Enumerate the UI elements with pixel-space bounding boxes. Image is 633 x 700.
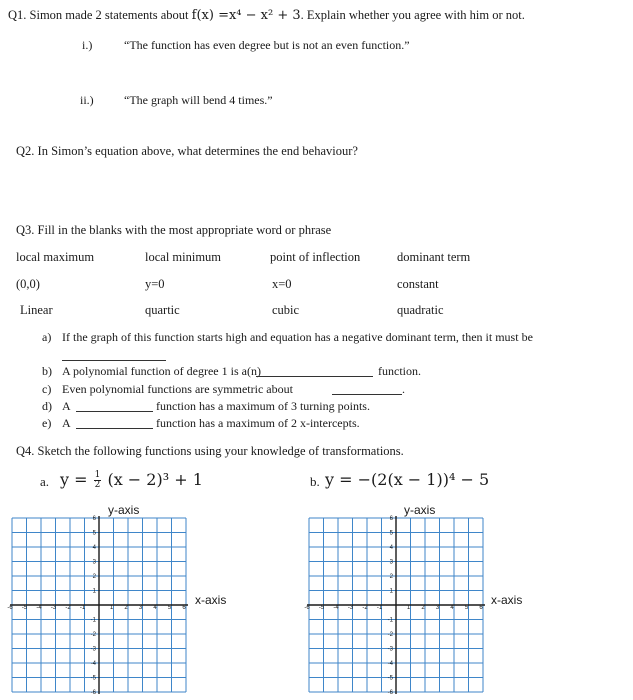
q4-title: Q4. Sketch the following functions using your knowledge of transformations.: [16, 444, 404, 458]
graph-b-x-tick-label: 6: [479, 605, 483, 611]
graph-a-x-tick-label: 6: [182, 605, 186, 611]
graph-a-y-tick-label: 2: [92, 574, 96, 580]
graph-a-x-tick-label: 3: [138, 605, 143, 611]
q4-a-frac-den: 2: [94, 480, 101, 490]
graph-a-y-tick-label: 5: [92, 530, 96, 537]
graph-a-x-tick-label: -3: [50, 605, 57, 611]
word-bank-r1c0: (0,0): [16, 277, 40, 291]
q1-item-1-number: i.): [82, 38, 93, 52]
graph-b-y-tick-label: 1: [389, 588, 393, 595]
q3-part-b-post: function.: [378, 364, 421, 378]
graph-b-y-tick-label: -6: [387, 690, 393, 696]
word-bank-r2c2: cubic: [272, 303, 300, 317]
graph-b-x-tick-label: -6: [304, 605, 310, 611]
q4-b-label: b.: [310, 474, 320, 489]
q4-a-frac-num: 1: [94, 470, 101, 480]
graph-a-x-tick-label: -4: [36, 605, 42, 611]
q3-part-b-blank[interactable]: [256, 376, 373, 377]
graph-b-x-tick-label: -3: [347, 605, 354, 611]
graph-b-y-tick-label: 2: [389, 574, 393, 580]
q3-part-a-blank[interactable]: [62, 360, 166, 361]
word-bank-r0c1: local minimum: [145, 250, 222, 264]
graph-b-y-tick-label: -3: [387, 646, 393, 653]
q1-outro: . Explain whether you agree with him or not.: [300, 8, 525, 22]
graph-a-y-tick-label: 3: [92, 559, 96, 566]
graph-a-y-tick-label: -6: [90, 690, 96, 696]
q3-part-b-pre: A polynomial function of degree 1 is a(n): [62, 364, 261, 378]
graph-a-x-tick-label: -1: [79, 605, 86, 611]
q3-part-c-pre: Even polynomial functions are symmetric about: [62, 382, 293, 396]
graph-b-y-tick-label: -2: [387, 632, 393, 638]
q1-item-2-number: ii.): [80, 93, 94, 107]
q3-part-b-label: b): [42, 364, 52, 378]
graph-b-grid[interactable]: [305, 516, 491, 694]
q4-a-equation: [60, 470, 203, 490]
graph-a-y-tick-label: -3: [90, 646, 96, 653]
graph-b-y-axis-label: y-axis: [404, 503, 436, 517]
word-bank-r2c1: quartic: [145, 303, 180, 317]
q2-prompt: Q2. In Simon’s equation above, what determines the end behaviour?: [16, 144, 358, 158]
graph-a-y-axis-label: y-axis: [108, 503, 140, 517]
graph-b-y-tick-label: 6: [389, 516, 393, 522]
q1-prompt: [8, 8, 525, 23]
graph-b-y-tick-label: 4: [389, 545, 393, 551]
q1-function: f(x) =x⁴ − x² + 3: [191, 8, 301, 23]
graph-a-x-tick-label: -5: [21, 605, 28, 611]
graph-b-y-tick-label: 3: [389, 559, 393, 566]
word-bank-r2c3: quadratic: [397, 303, 444, 317]
q3-part-c-post: .: [402, 382, 405, 396]
graph-a-x-axis-label: x-axis: [195, 593, 227, 607]
graph-b-x-tick-label: -4: [333, 605, 339, 611]
word-bank-r1c2: x=0: [272, 277, 292, 291]
graph-a-x-tick-label: 5: [167, 605, 172, 611]
graph-a-y-tick-label: -2: [90, 632, 96, 638]
q1-item-1-text: “The function has even degree but is not an even function.”: [124, 38, 410, 52]
graph-b-x-axis-label: x-axis: [491, 593, 523, 607]
word-bank-r0c3: dominant term: [397, 250, 471, 264]
graph-a-y-tick-label: -4: [90, 661, 96, 667]
graph-b-x-tick-label: 3: [435, 605, 440, 611]
q4-b-equation: y = −(2(x − 1))⁴ − 5: [325, 470, 490, 489]
q3-part-c-label: c): [42, 382, 52, 396]
q3-part-e-label: e): [42, 416, 52, 430]
graph-a-x-tick-label: 2: [124, 605, 128, 611]
word-bank-r0c0: local maximum: [16, 250, 95, 264]
word-bank-r0c2: point of inflection: [270, 250, 361, 264]
graph-b-x-tick-label: -1: [376, 605, 383, 611]
graph-a-y-tick-label: -5: [90, 675, 96, 682]
q4-a-fraction: [94, 471, 102, 490]
graph-a-x-tick-label: -2: [65, 605, 71, 611]
graph-a-x-tick-label: -6: [7, 605, 13, 611]
q3-part-a-label: a): [42, 330, 52, 344]
graph-b-x-tick-label: -2: [362, 605, 368, 611]
q3-part-e-blank[interactable]: [76, 428, 153, 429]
graph-a-y-tick-label: 6: [92, 516, 96, 522]
q4-a-lhs: y =: [60, 470, 88, 489]
q3-part-a-text: If the graph of this function starts high and equation has a negative dominant term, then it must be: [62, 330, 533, 344]
q3-part-d-post: function has a maximum of 3 turning points.: [156, 399, 370, 413]
q3-part-d-label: d): [42, 399, 52, 413]
q1-intro: Q1. Simon made 2 statements about: [8, 8, 189, 22]
q3-part-d-blank[interactable]: [76, 411, 153, 412]
q4-a-label: a.: [40, 474, 50, 489]
graph-b-y-tick-label: -5: [387, 675, 393, 682]
graph-a-y-tick-label: 1: [92, 588, 96, 595]
graph-b-x-tick-label: 1: [406, 605, 411, 611]
q3-part-d-pre: A: [62, 399, 71, 413]
q1-item-2-text: “The graph will bend 4 times.”: [124, 93, 273, 107]
word-bank-r1c1: y=0: [145, 277, 165, 291]
graph-a-grid[interactable]: [8, 516, 194, 694]
graph-a-x-tick-label: 1: [109, 605, 114, 611]
graph-b-x-tick-label: -5: [318, 605, 325, 611]
q3-part-c-blank[interactable]: [332, 394, 402, 395]
graph-a-y-tick-label: -1: [90, 617, 96, 624]
q3-part-e-post: function has a maximum of 2 x-intercepts.: [156, 416, 360, 430]
q3-title: Q3. Fill in the blanks with the most appropriate word or phrase: [16, 223, 332, 237]
word-bank-r2c0: Linear: [20, 303, 53, 317]
graph-b-x-tick-label: 2: [421, 605, 425, 611]
graph-b-y-tick-label: -1: [387, 617, 393, 624]
graph-a-y-tick-label: 4: [92, 545, 96, 551]
q4-a-rhs: (x − 2)³ + 1: [107, 470, 203, 489]
graph-b-x-tick-label: 5: [464, 605, 469, 611]
graph-a-x-tick-label: 4: [153, 605, 157, 611]
graph-b-y-tick-label: -4: [387, 661, 393, 667]
q3-part-e-pre: A: [62, 416, 71, 430]
graph-b-y-tick-label: 5: [389, 530, 393, 537]
word-bank-r1c3: constant: [397, 277, 439, 291]
graph-b-x-tick-label: 4: [450, 605, 454, 611]
